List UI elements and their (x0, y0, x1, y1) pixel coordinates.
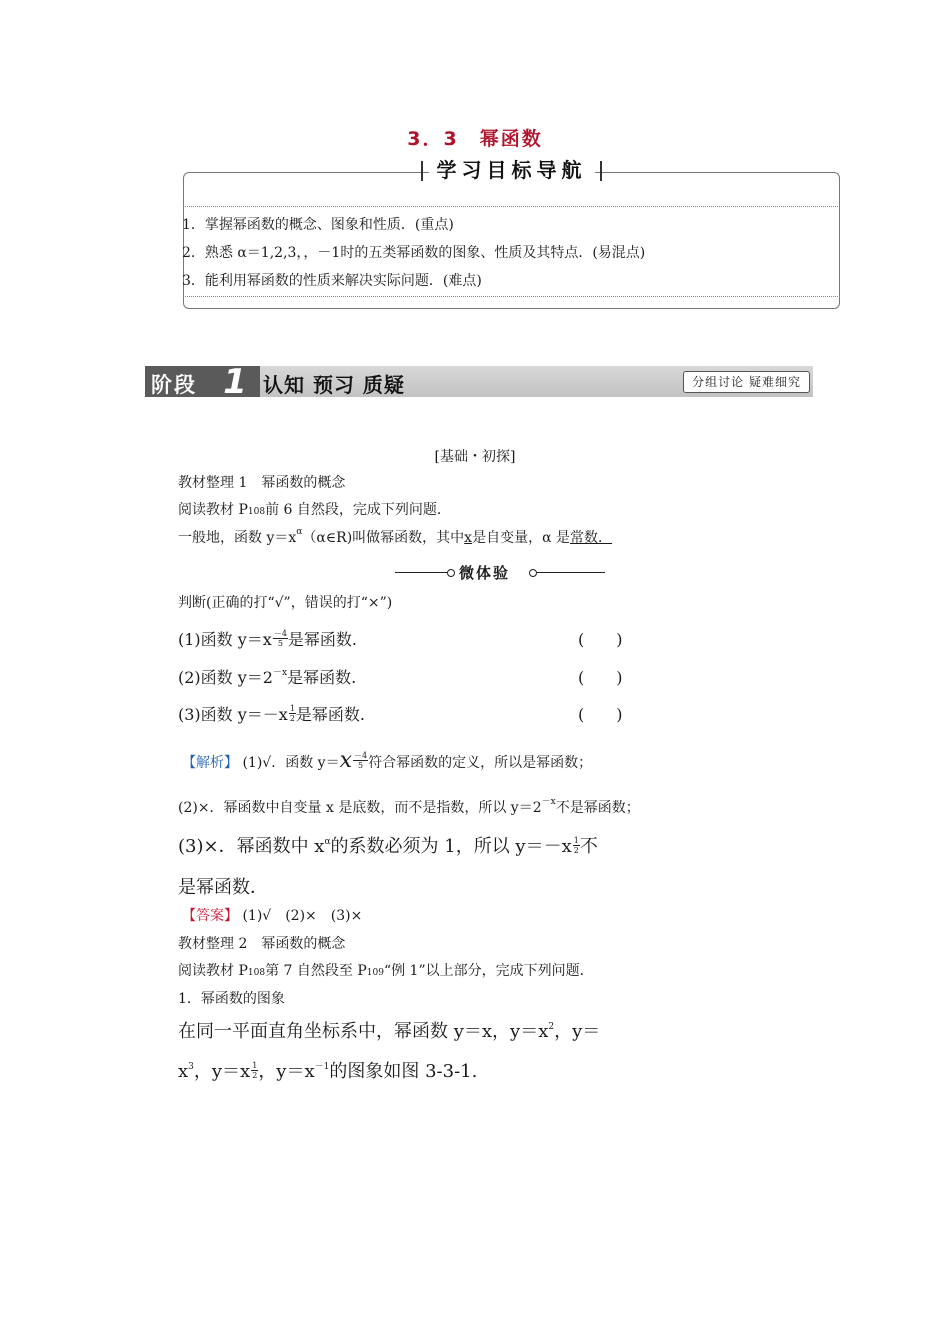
answer-line: 【答案】 (1)√ (2)× (3)× (182, 908, 363, 924)
learning-goals-heading: 学习目标导航 (429, 154, 595, 183)
micro-experience-divider (395, 563, 605, 583)
stage-label: 阶段 (151, 373, 197, 397)
micro-experience-label: 微体验 (459, 564, 511, 582)
question-3: (3)函数 y＝－x $\frac{1}{2}$ 是幂函数. (178, 704, 366, 724)
divider-dot (447, 569, 455, 577)
analysis-line-3: (3)×．幂函数中 $x^\alpha$的系数必须为 1，所以 y＝－x $\frac{1}{2}$ 不 (178, 836, 598, 857)
goal-item-2: 2．熟悉 α＝1,2,3，，－1时的五类幂函数的图象、性质及其特点．(易混点) (182, 245, 646, 261)
divider-dot (529, 569, 537, 577)
section-tag: [基础・初探] (434, 449, 516, 465)
material-2-reading: 阅读教材 P108第 7 自然段至 P109“例 1”以上部分，完成下列问题． (178, 963, 594, 979)
stage-title: 认知 预习 质疑 (263, 373, 405, 397)
divider-line (537, 572, 605, 573)
question-2: (2)函数 $y=2^{-x}$是幂函数. (178, 668, 357, 687)
graph-subtitle: 1．幂函数的图象 (178, 991, 285, 1007)
header-divider (600, 161, 602, 181)
analysis-line-2: (2)×．幂函数中自变量 x 是底数，而不是指数，所以 $y=2^{-x}$不是幂函数； (178, 797, 640, 816)
page-title: 3．3 幂函数 (407, 128, 543, 150)
divider-line (395, 572, 447, 573)
header-divider (421, 161, 423, 181)
question-1: (1)函数 y＝x $\frac{-4}{5}$ 是幂函数. (178, 629, 358, 649)
answer-blank: ( ) (578, 630, 623, 649)
definition-line: 一般地，函数 $y=x^\alpha(\alpha\in R)$叫做幂函数，其中x是自变量，α 是常数． (178, 527, 612, 546)
graph-description-line-1: 在同一平面直角坐标系中，幂函数 y＝x，$y=x^2$，y＝ (178, 1021, 601, 1042)
stage-tag: 分组讨论 疑难细究 (683, 371, 810, 393)
material-1-reading: 阅读教材 P108前 6 自然段，完成下列问题． (178, 502, 451, 518)
judge-instructions: 判断(正确的打“√”，错误的打“×”) (178, 595, 393, 611)
answer-blank: ( ) (578, 668, 623, 687)
divider (183, 206, 840, 207)
analysis-tag: 【解析】 (182, 755, 238, 771)
answer-tag: 【答案】 (182, 908, 238, 924)
graph-description-line-2: $x^3$，y＝x $\frac{1}{2}$ ，$y=x^{-1}$的图象如图 3-3-1. (178, 1061, 478, 1082)
material-1-title: 教材整理 1 幂函数的概念 (178, 475, 346, 491)
analysis-line-4: 是幂函数． (178, 877, 268, 898)
learning-goals-header (183, 152, 840, 188)
stage-banner (145, 362, 813, 402)
material-2-title: 教材整理 2 幂函数的概念 (178, 936, 346, 952)
divider (183, 296, 840, 297)
stage-number: 1 (223, 362, 247, 402)
analysis-line-1: 【解析】 (1)√．函数 y＝x $\frac{-4}{5}$ 符合幂函数的定义，所以是幂函数； (182, 748, 593, 773)
answer-blank: ( ) (578, 705, 623, 724)
goal-item-3: 3．能利用幂函数的性质来解决实际问题．(难点) (182, 273, 482, 289)
goal-item-1: 1．掌握幂函数的概念、图象和性质．(重点) (182, 217, 454, 233)
stage-badge (145, 362, 260, 402)
